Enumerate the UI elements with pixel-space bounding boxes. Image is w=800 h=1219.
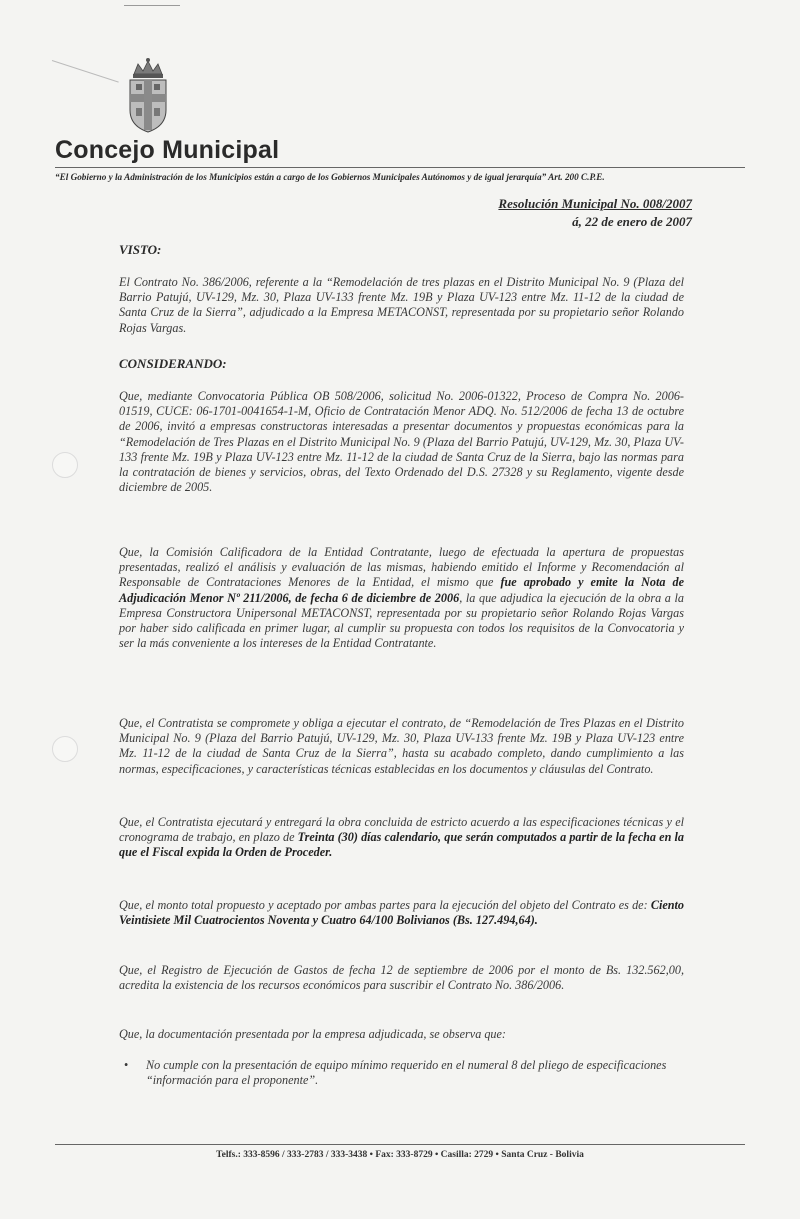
paragraph-text: Que, el monto total propuesto y aceptado por ambas partes para la ejecución del objeto del Contrato es de: bbox=[119, 898, 651, 912]
resolution-title: Resolución Municipal No. 008/2007 bbox=[498, 196, 692, 211]
coat-of-arms-seal bbox=[118, 56, 178, 136]
resolution-date: á, 22 de enero de 2007 bbox=[572, 214, 692, 229]
considerando-paragraph-1: Que, mediante Convocatoria Pública OB 508/2006, solicitud No. 2006-01322, Proceso de Compra No. 2006-01519, CUCE: 06-1701-0041654-1-M, Oficio de Contratación Menor ADQ. No. 512/2006 de fecha 13 de octubre de 2006, invitó a empresas constructoras interesadas a presentar documentos y propuestas económicas para la “Remodelación de Tres Plazas en el Distrito Municipal No. 9 (Plaza del Barrio Patujú, UV-129, Mz. 30, Plaza UV-133 frente Mz. 19B y Plaza UV-123 entre Mz. 11-12 de la ciudad de Santa Cruz de la Sierra, bajo las normas para la contratación de bienes y servicios, obras, del Texto Ordenado del D.S. 27328 y su Reglamento, vigente desde diciembre de 2005. bbox=[119, 389, 684, 495]
paragraph-bold-text: Ciento Veintisiete Mil Cuatrocientos Noventa y Cuatro 64/100 Bolivianos (Bs. 127.494,64). bbox=[119, 898, 684, 928]
visto-paragraph: El Contrato No. 386/2006, referente a la “Remodelación de tres plazas en el Distrito Municipal No. 9 (Plaza del Barrio Patujú, UV-129, Mz. 30, Plaza UV-133 frente Mz. 19B y Plaza UV-123 entre Mz. 11-12 de la ciudad de Santa Cruz de la Sierra”, adjudicado a la Empresa METACONST, representada por su propietario señor Rolando Rojas Vargas. bbox=[119, 275, 684, 335]
paragraph-text: Que, la Comisión Calificadora de la Entidad Contratante, luego de efectuada la apertura de propuestas presentadas, realizó el análisis y evaluación de las mismas, habiendo emitido el Informe y Recomendación al Responsable de Contrataciones Menores de la Entidad, el mismo que bbox=[119, 545, 684, 590]
binder-hole-icon bbox=[52, 736, 78, 762]
list-item bbox=[124, 1058, 684, 1088]
list-item-text: No cumple con la presentación de equipo mínimo requerido en el numeral 8 del pliego de especificaciones “información para el proponente”. bbox=[146, 1058, 667, 1088]
considerando-paragraph-2 bbox=[119, 545, 684, 651]
considerando-paragraph-3: Que, el Contratista se compromete y obliga a ejecutar el contrato, de “Remodelación de Tres Plazas en el Distrito Municipal No. 9 (Plaza del Barrio Patujú, UV-129, Mz. 30, Plaza UV-133 frente Mz. 19B y Plaza UV-123 entre Mz. 11-12 de la ciudad de Santa Cruz de la Sierra”, hasta su acabado completo, dando cumplimiento a las normas, especificaciones, y características técnicas establecidas en los documentos y cláusulas del Contrato. bbox=[119, 716, 684, 776]
considerando-paragraph-7: Que, la documentación presentada por la empresa adjudicada, se observa que: bbox=[119, 1027, 506, 1041]
binder-hole-icon bbox=[52, 452, 78, 478]
considerando-paragraph-6: Que, el Registro de Ejecución de Gastos de fecha 12 de septiembre de 2006 por el monto de Bs. 132.562,00, acredita la existencia de los recursos económicos para suscribir el Contrato No. 386/2006. bbox=[119, 963, 684, 993]
paragraph-bold-text: fue aprobado y emite la Nota de Adjudicación Menor Nº 211/2006, de fecha 6 de diciembre de 2006 bbox=[119, 575, 685, 605]
footer-contact: Telfs.: 333-8596 / 333-2783 / 333-3438 • Fax: 333-8729 • Casilla: 2729 • Santa Cruz - Bolivia bbox=[216, 1150, 584, 1160]
paragraph-text: Que, el Contratista ejecutará y entregará la obra concluida de estricto acuerdo a las especificaciones técnicas y el cronograma de trabajo, en plazo de bbox=[119, 815, 684, 845]
scan-artifact-line bbox=[124, 5, 180, 6]
constitution-quote: “El Gobierno y la Administración de los Municipios están a cargo de los Gobiernos Municipales Autónomos y de igual jerarquía” Art. 200 C.P.E. bbox=[55, 172, 605, 182]
paragraph-text: , la que adjudica la ejecución de la obra a la Empresa Constructora Unipersonal METACONST, representada por su propietario señor Rolando Rojas Vargas por haber sido calificada en primer lugar, al cumplir su propuesta con todos los requisitos de la Convocatoria y ser la más conveniente a los intereses de la Entidad Contratante. bbox=[119, 590, 684, 651]
brand-title: Concejo Municipal bbox=[55, 136, 280, 164]
scan-artifact-line bbox=[52, 60, 119, 83]
footer-divider bbox=[55, 1144, 745, 1145]
considerando-heading: CONSIDERANDO: bbox=[119, 356, 227, 371]
considerando-paragraph-4 bbox=[119, 815, 684, 861]
bullet-icon: • bbox=[124, 1058, 129, 1072]
paragraph-bold-text: Treinta (30) días calendario, que serán computados a partir de la fecha en la que el Fiscal expida la Orden de Proceder. bbox=[119, 830, 684, 860]
visto-heading: VISTO: bbox=[119, 242, 162, 257]
header-divider bbox=[55, 167, 745, 168]
considerando-paragraph-5 bbox=[119, 898, 684, 928]
